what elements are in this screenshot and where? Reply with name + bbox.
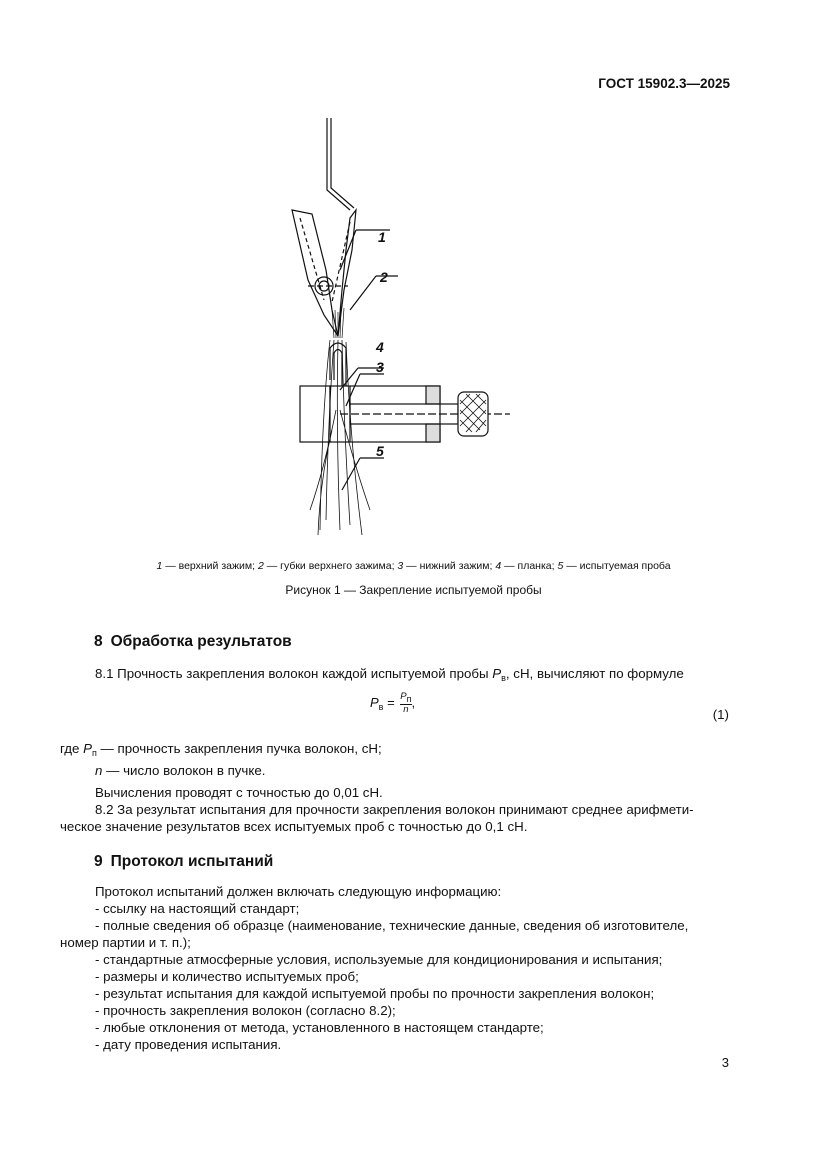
equation-number: (1) xyxy=(712,707,729,722)
callout-3: 3 xyxy=(376,359,384,375)
list-item: - полные сведения об образце (наименование, технические данные, сведения об изготовителе, xyxy=(95,918,689,933)
list-item: - стандартные атмосферные условия, используемые для кондиционирования и испытания; xyxy=(95,952,663,967)
figure-legend: 1 — верхний зажим; 2 — губки верхнего зажима; 3 — нижний зажим; 4 — планка; 5 — испытуемая проба xyxy=(156,560,671,572)
callout-2: 2 xyxy=(380,269,388,285)
callout-4: 4 xyxy=(376,339,384,355)
list-item-cont: номер партии и т. п.); xyxy=(60,935,191,950)
section-8-heading: 8 Обработка результатов xyxy=(94,633,292,650)
standard-header: ГОСТ 15902.3—2025 xyxy=(598,76,730,91)
section-9-heading: 9 Протокол испытаний xyxy=(94,853,274,870)
accuracy-text: Вычисления проводят с точностью до 0,01 сН. xyxy=(95,785,383,800)
paragraph-8-2: 8.2 За результат испытания для прочности закрепления волокон принимают среднее арифмети- xyxy=(95,802,694,817)
n-definition: n — число волокон в пучке. xyxy=(95,763,266,778)
callout-1: 1 xyxy=(378,229,386,245)
figure-caption: Рисунок 1 — Закрепление испытуемой пробы xyxy=(285,583,542,597)
knurled-knob xyxy=(458,392,488,436)
list-item: - ссылку на настоящий стандарт; xyxy=(95,901,300,916)
callout-5: 5 xyxy=(376,443,384,459)
list-item: - результат испытания для каждой испытуемой пробы по прочности закрепления волокон; xyxy=(95,986,655,1001)
list-item: - дату проведения испытания. xyxy=(95,1037,282,1052)
list-item: - прочность закрепления волокон (согласно 8.2); xyxy=(95,1003,396,1018)
where-clause: где $P_п$ — прочность закрепления пучка волокон, сН; xyxy=(60,741,382,758)
upper-clamp-left-jaw xyxy=(292,210,338,336)
figure-1-clamp-diagram xyxy=(280,110,510,540)
section-9-intro: Протокол испытаний должен включать следующую информацию: xyxy=(95,884,502,899)
formula-1: $P_в = \frac{P_п}{n}$ , xyxy=(370,691,416,715)
list-item: - любые отклонения от метода, установленного в настоящем стандарте; xyxy=(95,1020,544,1035)
paragraph-8-1: 8.1 Прочность закрепления волокон каждой испытуемой пробы $P_в$, сН, вычисляют по формуле xyxy=(95,666,684,683)
paragraph-8-2-cont: ческое значение результатов всех испытуемых проб с точностью до 0,1 сН. xyxy=(60,819,528,834)
list-item: - размеры и количество испытуемых проб; xyxy=(95,969,359,984)
page-number: 3 xyxy=(721,1055,729,1070)
